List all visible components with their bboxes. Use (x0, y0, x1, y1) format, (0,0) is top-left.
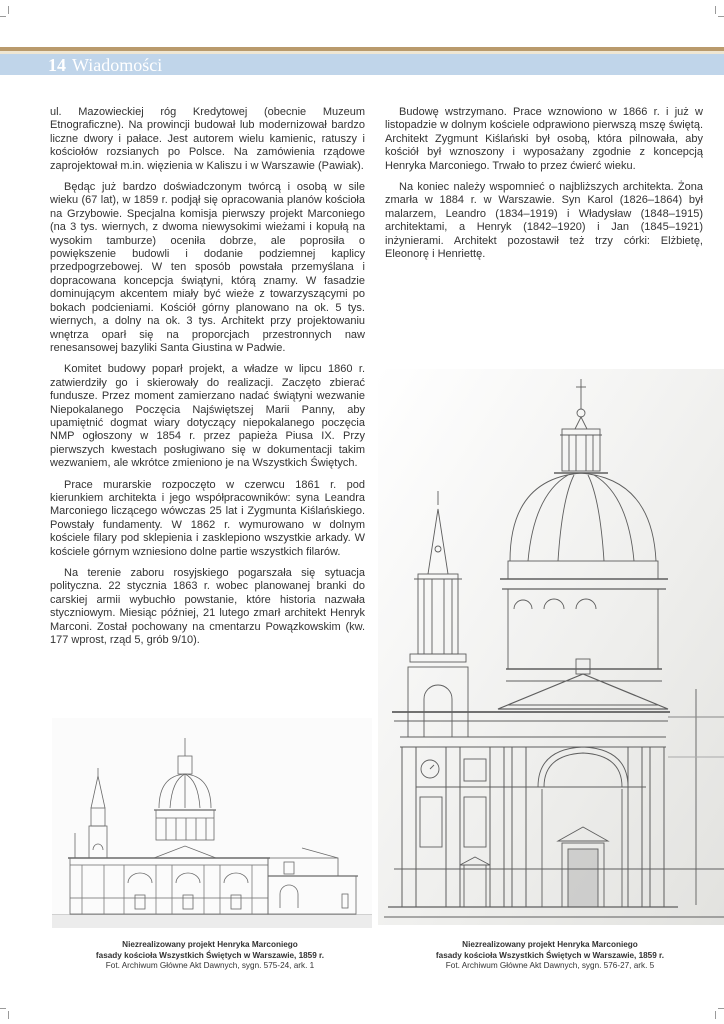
crop-mark-bottom-left (0, 1008, 6, 1009)
paragraph: Na koniec należy wspomnieć o najbliższych architekta. Żona zmarła w 1884 r. w Warszawie. Syn Karol (1826–1864) był malarzem, Leandro (1834–1919) i Władysław (1848–1915) architektami, a Henryk (1842–1920) i Jan (1845–1921) inżynierami. Architekt pozostawił też trzy córki: Elżbietę, Eleonorę i Henriettę. (385, 181, 703, 261)
crop-mark-top-left (0, 16, 6, 17)
paragraph: ul. Mazowieckiej róg Kredytowej (obecnie Muzeum Etnograficzne). Na prowincji budował lub modernizował bardzo liczne dwory i pałace. Jest autorem wielu kamienic, ratuszy i kościołów rozsianych po Polsce. Na zamówienia rządowe zaprojektował m.in. więzienia w Kaliszu i w Warszawie (Pawiak). (50, 106, 365, 172)
paragraph: Na terenie zaboru rosyjskiego pogarszała się sytuacja polityczna. 22 stycznia 1863 r. wobec planowanej branki do carskiej armii wybuchło powstanie, które historia nazwała styczniowym. Miesiąc później, 21 lutego zmarł architekt Henryk Marconi. Został pochowany na cmentarzu Powązkowskim (kw. 177 wprost, rząd 5, grób 9/10). (50, 567, 365, 647)
crop-mark-top-right (715, 6, 716, 14)
crop-mark-bottom-right (718, 1008, 724, 1009)
paragraph: Prace murarskie rozpoczęto w czerwcu 1861 r. pod kierunkiem architekta i jego współpracowników: syna Leandra Marconiego liczącego wówczas 25 lat i Zygmunta Kiślańskiego. Powstały fundamenty. W 1862 r. wymurowano w dolnym kościele filary pod sklepienia i zasklepiono wszystkie arkady. W kościele górnym wzniesiono dolne partie wszystkich filarów. (50, 478, 365, 558)
caption-credit: Fot. Archiwum Główne Akt Dawnych, sygn. 576-27, ark. 5 (445, 961, 655, 970)
running-header (48, 54, 162, 75)
caption-title: Niezrealizowany projekt Henryka Marconiego (122, 940, 298, 949)
figure-caption (390, 940, 710, 972)
caption-title: Niezrealizowany projekt Henryka Marconiego (462, 940, 638, 949)
crop-mark-top-left (8, 6, 9, 14)
crop-mark-top-right (718, 16, 724, 17)
side-elevation-drawing (52, 718, 372, 928)
crop-mark-bottom-left (8, 1011, 9, 1019)
page-number: 14 (48, 55, 66, 75)
paragraph: Komitet budowy poparł projekt, a władze w lipcu 1860 r. zatwierdziły go i skierowały do realizacji. Zaczęto zbierać fundusze. Przez moment zamierzano nadać świątyni wezwanie Niepokalanego Poczęcia Najświętszej Marii Panny, aby upamiętnić dogmat wiary dotyczący niepokalanego poczęcia NMP ogłoszony w 1854 r. przez papieża Piusa IX. Przy pierwszych kwestach posługiwano się w dokumentacji takim wezwaniem, ale wkrótce zmieniono je na Wszystkich Świętych. (50, 363, 365, 470)
figure-caption (52, 940, 368, 972)
section-title: Wiadomości (72, 55, 163, 75)
article-right-column (385, 106, 703, 269)
caption-subtitle: fasady kościoła Wszystkich Świętych w Warszawie, 1859 r. (435, 950, 665, 960)
front-facade-drawing (378, 369, 724, 925)
caption-subtitle: fasady kościoła Wszystkich Świętych w Warszawie, 1859 r. (95, 950, 325, 960)
paragraph: Budowę wstrzymano. Prace wznowiono w 1866 r. i już w listopadzie w dolnym kościele odprawiono pierwszą mszę świętą. Architekt Zygmunt Kiślański był osobą, która pilnowała, aby kościół był wznoszony i wyposażany zgodnie z koncepcją Henryka Marconiego. Trwało to przez ćwierć wieku. (385, 106, 703, 172)
crop-mark-bottom-right (715, 1011, 716, 1019)
article-left-column (50, 106, 365, 655)
caption-credit: Fot. Archiwum Główne Akt Dawnych, sygn. 575-24, ark. 1 (105, 961, 315, 970)
paragraph: Będąc już bardzo doświadczonym twórcą i osobą w sile wieku (67 lat), w 1859 r. podjął się opracowania planów kościoła na Grzybowie. Specjalna komisja pierwszy projekt Marconiego (na 3 tys. wiernych, z dwoma niewysokimi wieżami i kopułą na wysokim tamburze) oceniła dobrze, ale poprosiła o powiększenie budowli i dodanie podziemnej kaplicy przedpogrzebowej. W ten sposób powstała przemyślana i dopracowana koncepcja świątyni, którą znamy. W fasadzie dominującym akcentem miały być wieże z towarzyszącymi po bokach podcieniami. Kościół górny planowano na ok. 5 tys. wiernych, a dolny na ok. 3 tys. Architekt przy projektowaniu wnętrza oparł się na proporcjach przestronnych naw renesansowej bazyliki Santa Giustina w Padwie. (50, 181, 365, 354)
